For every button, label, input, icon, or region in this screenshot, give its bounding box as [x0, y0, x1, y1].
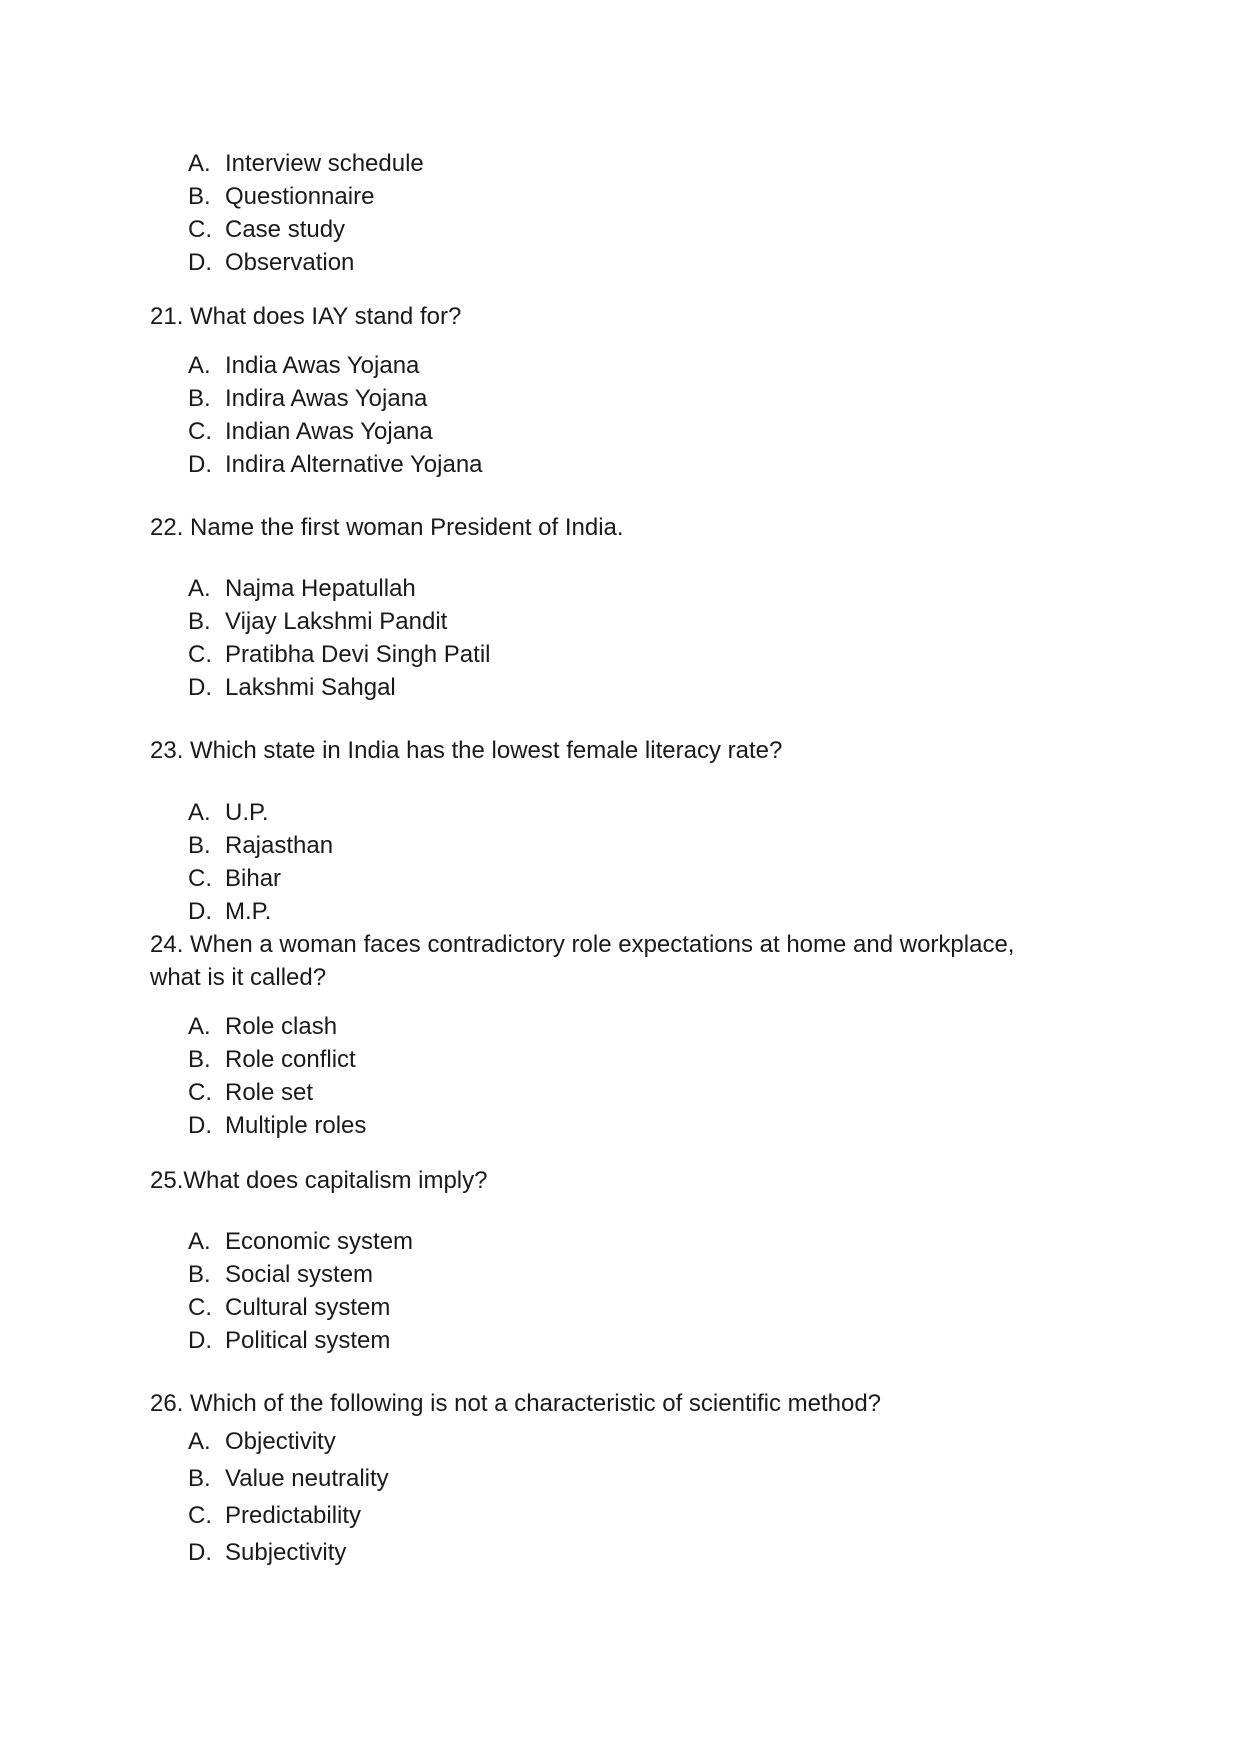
option-text: Predictability	[225, 1502, 362, 1529]
option-c	[188, 417, 433, 447]
option-letter: C.	[188, 1502, 212, 1529]
option-text: Questionnaire	[225, 183, 375, 210]
option-letter: C.	[188, 216, 212, 243]
option-text: Interview schedule	[225, 150, 424, 177]
option-letter: C.	[188, 865, 212, 892]
option-letter: A.	[188, 352, 211, 379]
option-text: Political system	[225, 1327, 391, 1354]
option-text: U.P.	[225, 799, 269, 826]
option-a	[188, 574, 416, 604]
option-letter: B.	[188, 183, 211, 210]
option-letter: C.	[188, 641, 212, 668]
option-d	[188, 1538, 346, 1568]
option-d	[188, 897, 271, 927]
option-text: Objectivity	[225, 1428, 336, 1455]
option-letter: A.	[188, 799, 211, 826]
option-text: Subjectivity	[225, 1539, 347, 1566]
option-letter: C.	[188, 1079, 212, 1106]
option-text: Cultural system	[225, 1294, 391, 1321]
option-letter: B.	[188, 832, 211, 859]
option-letter: B.	[188, 1465, 211, 1492]
option-letter: D.	[188, 1112, 212, 1139]
question-prompt: 24. When a woman faces contradictory role expectations at home and workplace,	[150, 931, 1015, 958]
option-text: Role clash	[225, 1013, 338, 1040]
option-a	[188, 1012, 337, 1042]
option-text: India Awas Yojana	[225, 352, 420, 379]
question-prompt: 22. Name the first woman President of India.	[150, 514, 624, 541]
option-b	[188, 607, 447, 637]
option-letter: D.	[188, 451, 212, 478]
option-letter: D.	[188, 1539, 212, 1566]
option-letter: D.	[188, 674, 212, 701]
option-text: Rajasthan	[225, 832, 334, 859]
option-b	[188, 831, 333, 861]
option-b	[188, 1464, 389, 1494]
question-prompt: 26. Which of the following is not a characteristic of scientific method?	[150, 1390, 882, 1417]
option-text: Case study	[225, 216, 346, 243]
option-c	[188, 215, 345, 245]
option-a	[188, 1427, 336, 1457]
option-text: Indira Alternative Yojana	[225, 451, 483, 478]
option-a	[188, 351, 419, 381]
option-b	[188, 182, 374, 212]
option-letter: D.	[188, 898, 212, 925]
option-text: Vijay Lakshmi Pandit	[225, 608, 448, 635]
option-letter: B.	[188, 385, 211, 412]
option-letter: A.	[188, 575, 211, 602]
option-letter: A.	[188, 1013, 211, 1040]
option-b	[188, 1260, 373, 1290]
question-prompt-continuation: what is it called?	[150, 964, 327, 991]
option-letter: A.	[188, 150, 211, 177]
option-text: Role set	[225, 1079, 314, 1106]
option-letter: C.	[188, 1294, 212, 1321]
question-prompt: 25.What does capitalism imply?	[150, 1167, 488, 1194]
option-letter: D.	[188, 249, 212, 276]
option-text: Indira Awas Yojana	[225, 385, 428, 412]
option-d	[188, 248, 354, 278]
option-a	[188, 149, 424, 179]
option-text: Social system	[225, 1261, 374, 1288]
option-letter: B.	[188, 1046, 211, 1073]
option-c	[188, 1501, 361, 1531]
option-text: Pratibha Devi Singh Patil	[225, 641, 491, 668]
option-text: Economic system	[225, 1228, 414, 1255]
option-d	[188, 1326, 390, 1356]
option-letter: B.	[188, 1261, 211, 1288]
option-letter: B.	[188, 608, 211, 635]
option-d	[188, 450, 483, 480]
option-c	[188, 640, 490, 670]
option-d	[188, 1111, 366, 1141]
option-c	[188, 864, 281, 894]
option-b	[188, 384, 427, 414]
question-prompt: 23. Which state in India has the lowest female literacy rate?	[150, 737, 783, 764]
option-text: Observation	[225, 249, 355, 276]
option-a	[188, 1227, 413, 1257]
option-text: Multiple roles	[225, 1112, 367, 1139]
option-text: Najma Hepatullah	[225, 575, 416, 602]
option-text: M.P.	[225, 898, 272, 925]
option-a	[188, 798, 269, 828]
option-letter: A.	[188, 1428, 211, 1455]
option-text: Bihar	[225, 865, 282, 892]
option-text: Lakshmi Sahgal	[225, 674, 396, 701]
option-letter: A.	[188, 1228, 211, 1255]
option-b	[188, 1045, 356, 1075]
option-c	[188, 1293, 390, 1323]
option-text: Role conflict	[225, 1046, 356, 1073]
option-text: Value neutrality	[225, 1465, 389, 1492]
option-text: Indian Awas Yojana	[225, 418, 433, 445]
option-letter: D.	[188, 1327, 212, 1354]
option-c	[188, 1078, 313, 1108]
option-d	[188, 673, 396, 703]
option-letter: C.	[188, 418, 212, 445]
question-prompt: 21. What does IAY stand for?	[150, 303, 462, 330]
